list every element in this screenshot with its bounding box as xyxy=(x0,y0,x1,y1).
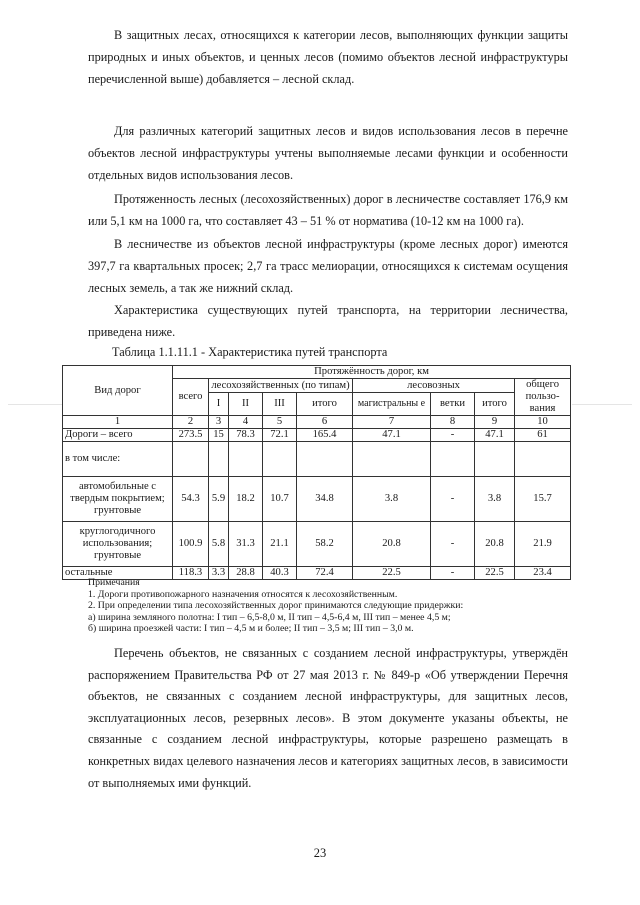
table-cell: - xyxy=(431,567,475,580)
column-number: 6 xyxy=(297,416,353,429)
table-cell: 28.8 xyxy=(229,567,263,580)
table-cell xyxy=(353,442,431,477)
table-cell: - xyxy=(431,477,475,522)
header-public: общего пользо-вания xyxy=(515,379,571,416)
header-length: Протяжённость дорог, км xyxy=(173,366,571,379)
row-label: Дороги – всего xyxy=(63,429,173,442)
table-cell: 47.1 xyxy=(353,429,431,442)
table-cell: 5.8 xyxy=(209,522,229,567)
transport-table xyxy=(62,365,571,580)
table-cell: 20.8 xyxy=(353,522,431,567)
table-row xyxy=(63,477,571,522)
header-timber-total: итого xyxy=(475,393,515,416)
table-cell: 22.5 xyxy=(353,567,431,580)
table-cell xyxy=(173,442,209,477)
table-cell: 47.1 xyxy=(475,429,515,442)
table-cell: 31.3 xyxy=(229,522,263,567)
table-cell: 3.8 xyxy=(475,477,515,522)
table-cell: 100.9 xyxy=(173,522,209,567)
table-cell: 72.1 xyxy=(263,429,297,442)
table-cell: 22.5 xyxy=(475,567,515,580)
column-number: 2 xyxy=(173,416,209,429)
column-number: 1 xyxy=(63,416,173,429)
table-cell xyxy=(515,442,571,477)
table-cell: 5.9 xyxy=(209,477,229,522)
table-cell xyxy=(297,442,353,477)
table-cell xyxy=(209,442,229,477)
table-cell: 118.3 xyxy=(173,567,209,580)
column-number: 8 xyxy=(431,416,475,429)
table-cell: 54.3 xyxy=(173,477,209,522)
paragraph-transport-intro: Характеристика существующих путей транспорта, на территории лесничества, приведена ниже. xyxy=(88,303,568,339)
page-number: 23 xyxy=(313,846,327,860)
table-cell: 61 xyxy=(515,429,571,442)
table-cell: 72.4 xyxy=(297,567,353,580)
paragraph-infrastructure: В лесничестве из объектов лесной инфраструктуры (кроме лесных дорог) имеются 397,7 га квартальных просек; 2,7 га трасс мелиорации, относящихся к системам осущения лесных земель, а так же нижний склад. xyxy=(88,237,568,295)
table-cell: 21.9 xyxy=(515,522,571,567)
table-cell: 273.5 xyxy=(173,429,209,442)
header-main: магистральны е xyxy=(353,393,431,416)
table-cell xyxy=(229,442,263,477)
paragraph-road-length: Протяженность лесных (лесохозяйственных) дорог в лесничестве составляет 176,9 км или 5,1 км на 1000 га, что составляет 43 – 51 % от норматива (10-12 км на 1000 га). xyxy=(88,192,568,228)
table-row xyxy=(63,522,571,567)
table-cell: 34.8 xyxy=(297,477,353,522)
table-cell xyxy=(475,442,515,477)
paragraph-non-infrastructure-objects: Перечень объектов, не связанных с созданием лесной инфраструктуры, утверждён распоряжением Правительства РФ от 27 мая 2013 г. № 849-р «Об утверждении Перечня объектов, не связанных с созданием лесной инфраструктуры, для защитных лесов, эксплуатационных лесов, резервных лесов». В этом документе указаны объекты, не связанные с созданием лесной инфраструктуры, которые разрешено размещать в конкретных видах целевого назначения лесов и категориях защитных лесов, в зависимости от выполняемых ими функций. xyxy=(88,646,568,790)
header-forestry-total: итого xyxy=(297,393,353,416)
table-cell: - xyxy=(431,522,475,567)
table-cell: 78.3 xyxy=(229,429,263,442)
note-item: 2. При определении типа лесохозяйственных дорог принимаются следующие придержки: xyxy=(88,600,464,611)
table-cell: 20.8 xyxy=(475,522,515,567)
scan-artifact-line xyxy=(8,404,62,405)
table-cell: 15.7 xyxy=(515,477,571,522)
header-branches: ветки xyxy=(431,393,475,416)
notes-title: Примечания xyxy=(88,577,140,588)
column-number: 4 xyxy=(229,416,263,429)
table-cell xyxy=(431,442,475,477)
column-number: 3 xyxy=(209,416,229,429)
row-label: автомобильные с твердым покрытием; грунтовые xyxy=(63,477,173,522)
table-cell: 21.1 xyxy=(263,522,297,567)
header-timber: лесовозных xyxy=(353,379,515,393)
table-cell: 58.2 xyxy=(297,522,353,567)
table-cell: 40.3 xyxy=(263,567,297,580)
table-cell: 3.8 xyxy=(353,477,431,522)
header-total: всего xyxy=(173,379,209,416)
table-cell: 3.3 xyxy=(209,567,229,580)
table-cell xyxy=(263,442,297,477)
note-item: б) ширина проезжей части: I тип – 4,5 м и более; II тип – 3,5 м; III тип – 3,0 м. xyxy=(88,623,414,634)
table-notes xyxy=(88,577,568,635)
table-cell: 18.2 xyxy=(229,477,263,522)
row-label: в том числе: xyxy=(63,442,173,477)
header-type-3: III xyxy=(263,393,297,416)
column-number: 10 xyxy=(515,416,571,429)
row-label: круглогодичного использования; грунтовые xyxy=(63,522,173,567)
header-forestry: лесохозяйственных (по типам) xyxy=(209,379,353,393)
column-number: 7 xyxy=(353,416,431,429)
table-cell: 15 xyxy=(209,429,229,442)
header-type-2: II xyxy=(229,393,263,416)
table-caption: Таблица 1.1.11.1 - Характеристика путей транспорта xyxy=(112,345,388,359)
table-cell: 23.4 xyxy=(515,567,571,580)
paragraph-protective-forests: В защитных лесах, относящихся к категории лесов, выполняющих функции защиты природных и иных объектов, и ценных лесов (помимо объектов лесной инфраструктуры перечисленной выше) добавляется – лесной склад. xyxy=(88,28,568,86)
table-cell: 165.4 xyxy=(297,429,353,442)
table-row xyxy=(63,429,571,442)
table-cell: - xyxy=(431,429,475,442)
paragraph-forest-categories: Для различных категорий защитных лесов и видов использования лесов в перечне объектов лесной инфраструктуры учтены выполняемые лесами функции и особенности отдельных видов использования лесов. xyxy=(88,124,568,182)
header-type-1: I xyxy=(209,393,229,416)
scan-artifact-line xyxy=(572,404,632,405)
row-label: остальные xyxy=(63,567,173,580)
note-item: 1. Дороги противопожарного назначения относятся к лесохозяйственным. xyxy=(88,588,398,600)
column-number: 5 xyxy=(263,416,297,429)
table-cell: 10.7 xyxy=(263,477,297,522)
table-row-column-numbers xyxy=(63,416,571,429)
table-row xyxy=(63,442,571,477)
header-road-type: Вид дорог xyxy=(63,366,173,416)
column-number: 9 xyxy=(475,416,515,429)
note-item: а) ширина земляного полотна: I тип – 6,5-8,0 м, II тип – 4,5-6,4 м, III тип – менее 4,5 м; xyxy=(88,611,451,623)
